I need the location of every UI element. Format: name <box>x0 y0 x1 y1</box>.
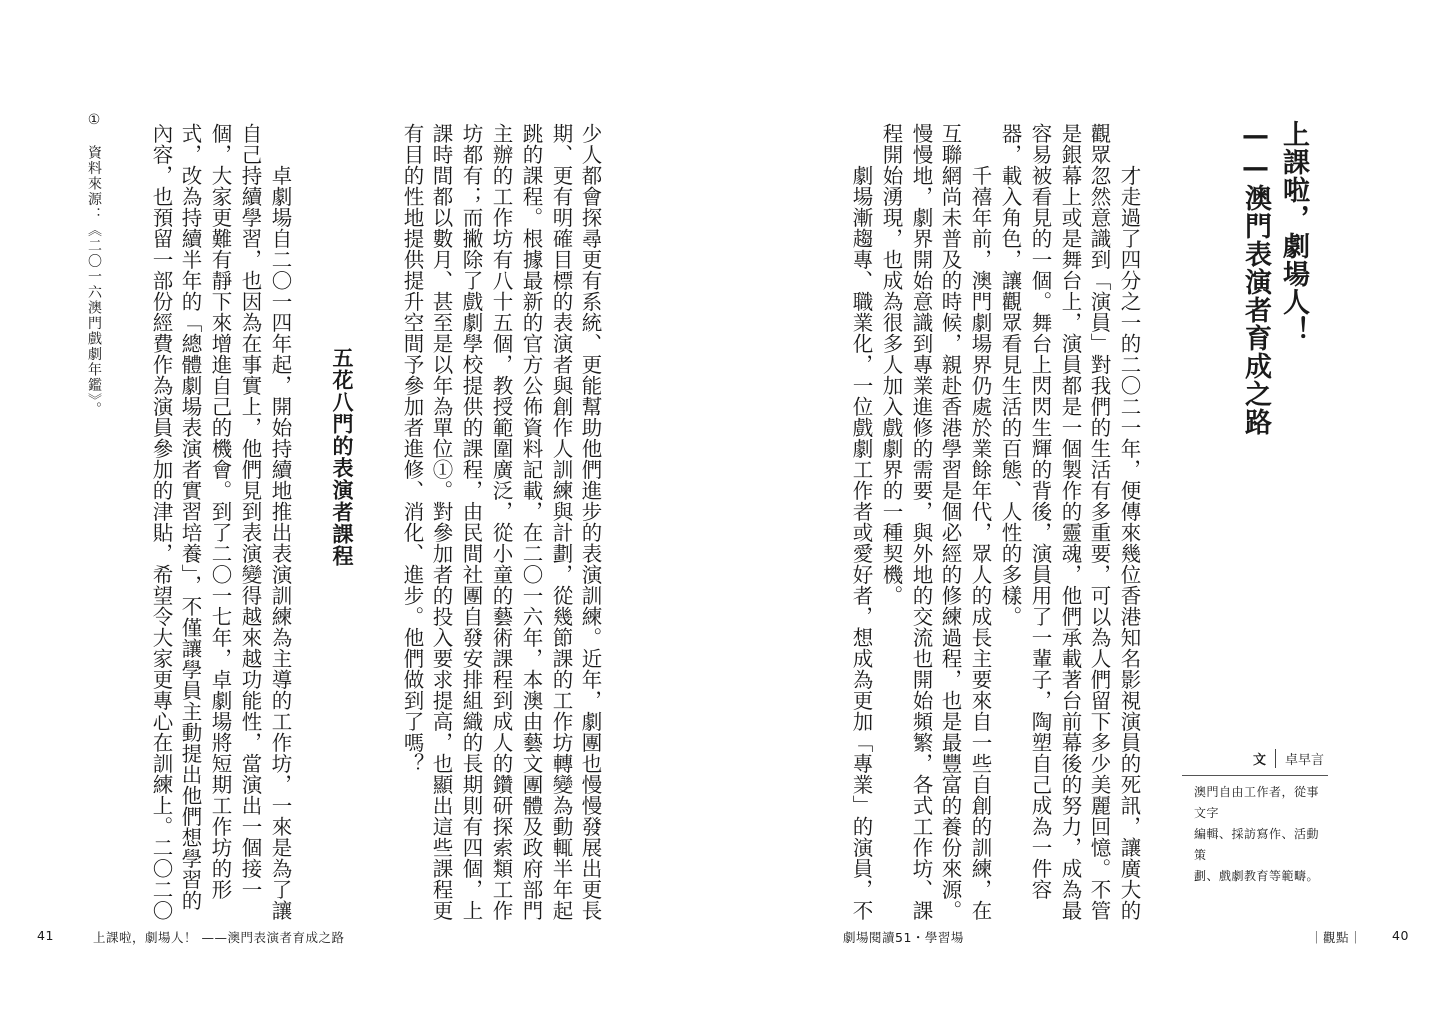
author-byline <box>1182 749 1328 776</box>
body-column: 慢慢地，劇界開始意識到專業進修的需要，與外地的交流也開始頻繁，各式工作坊、課 <box>909 123 933 921</box>
body-column: 有目的性地提供提升空間予參加者進修、消化、進步。他們做到了嗎？ <box>400 123 424 774</box>
body-column: 卓劇場自二〇一四年起，開始持續地推出表演訓練為主導的工作坊，一來是為了讓 <box>268 123 292 921</box>
body-column: 跳的課程。根據最新的官方公佈資料記載，在二〇一六年，本澳由藝文團體及政府部門 <box>519 123 543 921</box>
body-column: 自己持續學習，也因為在事實上，他們見到表演變得越來越功能性，當演出一個接一 <box>238 123 262 900</box>
body-column: 器，載入角色，讓觀眾看見生活的百態、人性的多樣。 <box>998 123 1022 627</box>
body-column: 程開始湧現，也成為很多人加入戲劇界的一種契機。 <box>879 123 903 606</box>
body-column: 主辦的工作坊有八十五個，教授範圍廣泛，從小童的藝術課程到成人的鑽研探索類工作 <box>489 123 513 921</box>
body-column: 課時間都以數月、甚至是以年為單位①。對參加者的投入要求提高，也顯出這些課程更 <box>429 123 453 921</box>
footnote: ① 資料來源：《二〇一六澳門戲劇年鑑》。 <box>86 112 102 417</box>
author-bio-line: 編輯、採訪寫作、活動策 <box>1194 827 1320 862</box>
body-column: 容易被看見的一個。舞台上閃閃生輝的背後，演員用了一輩子，陶塑自己成為一件容 <box>1028 123 1052 900</box>
page-number-right: 40 <box>1392 928 1409 943</box>
author-label: 文 <box>1253 749 1276 768</box>
body-column: 坊都有；而撇除了戲劇學校提供的課程，由民間社團自發安排組織的長期則有四個，上 <box>459 123 483 921</box>
running-title: 上課啦，劇場人！ ——澳門表演者育成之路 <box>93 930 345 945</box>
article-title-line2: ——澳門表演者育成之路 <box>1240 120 1271 436</box>
author-bio-line: 澳門自由工作者，從事文字 <box>1194 785 1320 820</box>
body-column: 內容，也預留一部份經費作為演員參加的津貼，希望令大家更專心在訓練上。二〇二〇 <box>149 123 173 921</box>
body-column: 是銀幕上或是舞台上，演員都是一個製作的靈魂，他們承載著台前幕後的努力，成為最 <box>1058 123 1082 921</box>
body-column: 觀眾忽然意識到「演員」對我們的生活有多重要，可以為人們留下多少美麗回憶。不管 <box>1087 123 1111 921</box>
body-column: 千禧年前，澳門劇場界仍處於業餘年代，眾人的成長主要來自一些自創的訓練，在 <box>968 123 992 921</box>
body-column: 才走過了四分之一的二〇二一年，便傳來幾位香港知名影視演員的死訊，讓廣大的 <box>1117 123 1141 921</box>
section-label: ｜觀點｜ <box>1310 930 1363 945</box>
body-column: 劇場漸趨專、職業化，一位戲劇工作者或愛好者，想成為更加「專業」的演員，不 <box>849 123 873 921</box>
author-bio <box>1182 776 1328 887</box>
body-column: 少人都會探尋更有系統、更能幫助他們進步的表演訓練。近年，劇團也慢慢發展出更長 <box>578 123 602 921</box>
section-heading: 五花八門的表演者課程 <box>330 347 354 567</box>
body-column: 期、更有明確目標的表演者與創作人訓練與計劃，從幾節課的工作坊轉變為動輒半年起 <box>549 123 573 921</box>
series-title: 劇場閱讀51・學習場 <box>843 930 964 945</box>
body-column: 式，改為持續半年的「總體劇場表演者實習培養」，不僅讓學員主動提出他們想學習的 <box>178 123 202 911</box>
author-bio-line: 劃、戲劇教育等範疇。 <box>1194 869 1320 883</box>
body-column: 互聯網尚未普及的時候，親赴香港學習是個必經的修練過程，也是最豐富的養份來源。 <box>938 123 962 921</box>
author-name: 卓早言 <box>1284 753 1324 768</box>
body-column: 個，大家更難有靜下來增進自己的機會。到了二〇一七年，卓劇場將短期工作坊的形 <box>208 123 232 900</box>
page-number-left: 41 <box>37 928 54 943</box>
article-title-line1: 上課啦，劇場人！ <box>1278 120 1309 344</box>
author-box <box>1182 749 1328 887</box>
